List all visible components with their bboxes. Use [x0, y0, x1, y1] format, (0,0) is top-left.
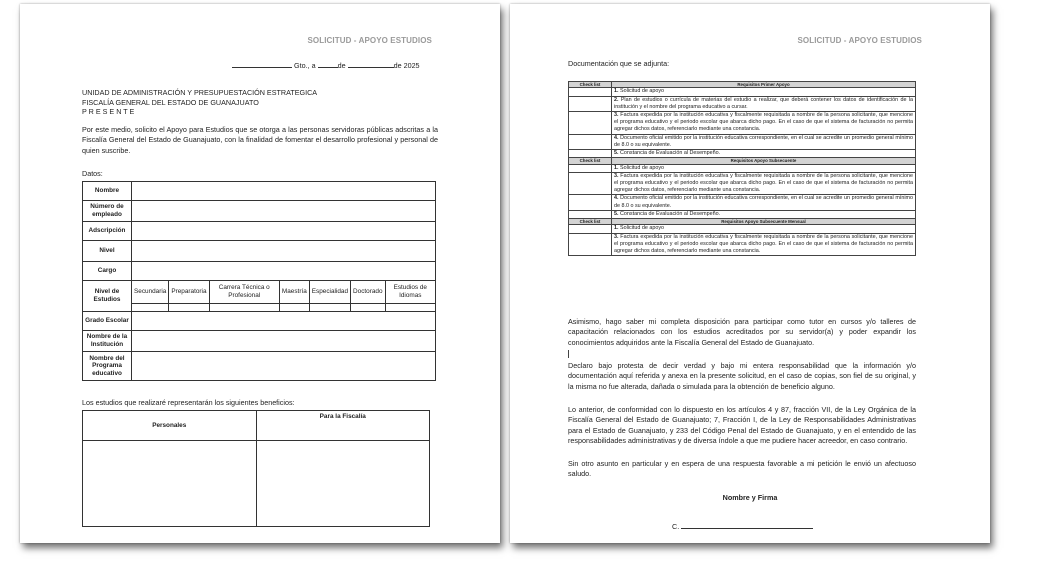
nivel-input[interactable]: [132, 241, 436, 262]
month-blank[interactable]: [348, 60, 394, 68]
field-label: Grado Escolar: [83, 312, 132, 331]
signature-line: C.: [672, 521, 813, 532]
fiscalia-input[interactable]: [256, 441, 430, 527]
cargo-input[interactable]: [132, 262, 436, 281]
requisito-text: [612, 195, 916, 210]
declaracion-paragraph: Declaro bajo protesta de decir verdad y bajo mi entera responsabilidad que la información y/o documentación aquí referida y anexa en la presente solicitud, en el caso de copias, son fiel de su original, y la misma no fue alterada, dañada o simulada para la obtención de beneficio alguno.: [568, 361, 916, 391]
requisito-number: 1.: [614, 225, 619, 232]
field-label: Nivel: [83, 241, 132, 262]
check-box-cell[interactable]: [569, 150, 612, 158]
saludo-paragraph: Sin otro asunto en particular y en espera de una respuesta favorable a mi petición le envió un afectuoso saludo.: [568, 459, 916, 479]
requisito-text: [612, 172, 916, 195]
check-box-cell[interactable]: [569, 96, 612, 111]
nivel-checkbox[interactable]: [385, 304, 435, 312]
check-box-cell[interactable]: [569, 164, 612, 172]
nombre-input[interactable]: [132, 182, 436, 201]
check-list-header: Check list: [569, 158, 612, 164]
section-title: Requisitos Apoyo Subsecuente: [612, 158, 916, 164]
requisito-text: [612, 134, 916, 149]
nivel-option: Estudios de Idiomas: [385, 281, 435, 304]
requisito-number: 5.: [614, 210, 619, 217]
check-list-header: Check list: [569, 219, 612, 225]
requisito-row: [569, 88, 916, 96]
beneficios-text: Los estudios que realizaré representarán los siguientes beneficios:: [82, 398, 295, 407]
requisito-row: [569, 150, 916, 158]
page-header: SOLICITUD - APOYO ESTUDIOS: [797, 36, 922, 45]
doc-label: Documentación que se adjunta:: [568, 59, 670, 68]
check-box-cell[interactable]: [569, 112, 612, 135]
numero-empleado-input[interactable]: [132, 201, 436, 222]
text-cursor: [568, 350, 569, 358]
requisito-description: Documento oficial emitido por la institución educativa correspondiente, en el cual se acredite un promedio general mínimo de 8.0 o su equivalente.: [614, 195, 913, 209]
requisito-number: 5.: [614, 150, 619, 157]
requisito-number: 3.: [614, 233, 619, 240]
section-title: Requisitos Primer Apoyo: [612, 82, 916, 88]
requisito-text: [612, 96, 916, 111]
requisitos-table: [568, 81, 916, 256]
requisito-description: Factura expedida por la institución educativa y fiscalmente requisitada a nombre de la persona solicitante, que mencione el programa educativo y el periodo escolar que abarca dicho pago. En el caso de que el sistema de facturación no permita agregar dichos datos, referenciarlo mediante una constancia.: [614, 172, 913, 194]
field-label: Nombre del Programa educativo: [83, 352, 132, 381]
recipient-line: UNIDAD DE ADMINISTRACIÓN Y PRESUPUESTACIÓN ESTRATEGICA: [82, 88, 318, 97]
requisito-text: [612, 233, 916, 256]
check-box-cell[interactable]: [569, 172, 612, 195]
nombre-institucion-input[interactable]: [132, 331, 436, 352]
personales-header: Personales: [83, 411, 257, 441]
requisito-text: [612, 150, 916, 158]
nivel-checkbox[interactable]: [169, 304, 209, 312]
check-box-cell[interactable]: [569, 225, 612, 233]
adscripcion-input[interactable]: [132, 222, 436, 241]
requisito-text: [612, 88, 916, 96]
requisito-number: 3.: [614, 112, 619, 119]
requisito-text: [612, 210, 916, 218]
field-label: Nombre: [83, 182, 132, 201]
requisito-number: 3.: [614, 172, 619, 179]
datos-label: Datos:: [82, 169, 103, 178]
requisito-row: [569, 210, 916, 218]
fundamento-paragraph: Lo anterior, de conformidad con lo dispuesto en los artículos 4 y 87, fracción VII, de la Ley Orgánica de la Fiscalía General del Estado de Guanajuato; 7, Fracción I, de la Ley de Responsabilidades Administrativas para el Estado de Guanajuato, y 233 del Código Penal del Estado de Guanajuato, y en el entendido de las responsabilidades administrativas y de diversa índole a que me pudiere hacer acreedor, en caso contrario.: [568, 405, 916, 446]
nivel-checkbox[interactable]: [309, 304, 350, 312]
recipient-block: [82, 88, 317, 117]
firma-label: Nombre y Firma: [722, 493, 778, 502]
nivel-option: Secundaria: [132, 281, 169, 304]
intro-paragraph: Por este medio, solicito el Apoyo para Estudios que se otorga a las personas servidoras públicas adscritas a la Fiscalía General del Estado de Guanajuato, con la finalidad de fomentar el desarrollo profesional y personal de quien suscribe.: [82, 125, 438, 155]
page-header: SOLICITUD - APOYO ESTUDIOS: [307, 36, 432, 45]
date-line: Gto., a de de 2025: [232, 60, 420, 71]
nivel-checkbox[interactable]: [351, 304, 386, 312]
signature-blank[interactable]: [681, 521, 813, 529]
requisito-row: [569, 164, 916, 172]
check-box-cell[interactable]: [569, 195, 612, 210]
requisito-text: [612, 225, 916, 233]
nivel-option: Doctorado: [351, 281, 386, 304]
section-title: Requisitos Apoyo Subsecuente Mensual: [612, 219, 916, 225]
requisito-number: 2.: [614, 96, 619, 103]
check-box-cell[interactable]: [569, 134, 612, 149]
tutor-paragraph: Asimismo, hago saber mi completa disposición para participar como tutor en cursos y/o talleres de capacitación relacionados con los estudios acreditados por su servidor(a) y poder expandir los conocimientos adquiridos ante la Fiscalía General del Estado de Guanajuato.: [568, 317, 916, 347]
requisito-text: [612, 112, 916, 135]
recipient-line: FISCALÍA GENERAL DEL ESTADO DE GUANAJUATO: [82, 97, 259, 107]
field-label: Adscripción: [83, 222, 132, 241]
requisito-number: 1.: [614, 88, 619, 95]
requisito-row: [569, 112, 916, 135]
requisito-row: [569, 195, 916, 210]
city-blank[interactable]: [232, 60, 292, 68]
requisito-row: [569, 225, 916, 233]
requisito-description: Constancia de Evaluación al Desempeño.: [618, 150, 721, 157]
nivel-option: Carrera Técnica o Profesional: [209, 281, 279, 304]
field-label: Número de empleado: [83, 201, 132, 222]
requisito-description: Constancia de Evaluación al Desempeño.: [618, 210, 721, 217]
fiscalia-header: Para la Fiscalía: [256, 411, 430, 441]
requisito-description: Documento oficial emitido por la institución educativa correspondiente, en el cual se acredite un promedio general mínimo de 8.0 o su equivalente.: [614, 134, 913, 148]
nivel-option: Maestría: [279, 281, 309, 304]
nombre-programa-input[interactable]: [132, 352, 436, 381]
requisito-description: Solicitud de apoyo: [618, 88, 665, 95]
check-list-header: Check list: [569, 82, 612, 88]
nivel-checkbox[interactable]: [279, 304, 309, 312]
nivel-option: Preparatoria: [169, 281, 209, 304]
requisito-description: Factura expedida por la institución educativa y fiscalmente requisitada a nombre de la persona solicitante, que mencione el programa educativo y el periodo escolar que abarca dicho pago. En el caso de que el sistema de facturación no permita agregar dichos datos, referenciarlo mediante una constancia.: [614, 233, 913, 255]
document-page-2: [510, 4, 990, 543]
check-box-cell[interactable]: [569, 88, 612, 96]
personales-input[interactable]: [83, 441, 257, 527]
requisito-description: Plan de estudios o currícula de materias del estudio a realizar, que deberá contener los datos de identificación de la institución y el nombre del programa educativo a cursar.: [614, 96, 913, 110]
requisito-number: 4.: [614, 195, 619, 202]
day-blank[interactable]: [318, 60, 338, 68]
recipient-line: P R E S E N T E: [82, 107, 135, 117]
datos-table: [82, 181, 436, 381]
grado-escolar-input[interactable]: [132, 312, 436, 331]
nivel-checkbox[interactable]: [132, 304, 169, 312]
check-box-cell[interactable]: [569, 233, 612, 256]
document-page-1: [20, 4, 500, 543]
requisito-row: [569, 96, 916, 111]
check-box-cell[interactable]: [569, 210, 612, 218]
requisito-row: [569, 134, 916, 149]
field-label: Nivel de Estudios: [83, 281, 132, 312]
requisito-description: Solicitud de apoyo: [618, 164, 665, 171]
requisito-description: Solicitud de apoyo: [618, 225, 665, 232]
nivel-option: Especialidad: [309, 281, 350, 304]
requisito-row: [569, 172, 916, 195]
requisito-number: 4.: [614, 134, 619, 141]
requisito-number: 1.: [614, 164, 619, 171]
field-label: Nombre de la Institución: [83, 331, 132, 352]
nivel-checkbox[interactable]: [209, 304, 279, 312]
requisito-text: [612, 164, 916, 172]
field-label: Cargo: [83, 262, 132, 281]
requisito-row: [569, 233, 916, 256]
requisito-description: Factura expedida por la institución educativa y fiscalmente requisitada a nombre de la persona solicitante, que mencione el programa educativo y el periodo escolar que abarca dicho pago. En el caso de que el sistema de facturación no permita agregar dichos datos, referenciarlo mediante una constancia.: [614, 112, 913, 133]
beneficios-table: [82, 410, 430, 527]
